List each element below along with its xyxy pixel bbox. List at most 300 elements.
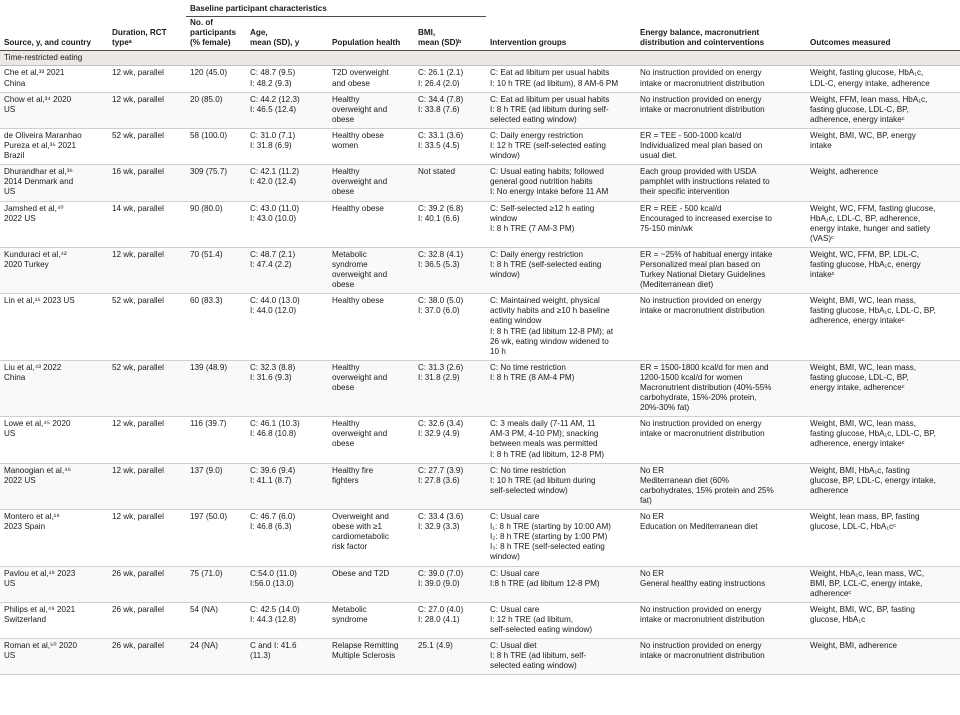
cell-line: Weight, BMI, WC, lean mass, [810,419,916,429]
cell-line: energy intake, adherenceᶜ [810,383,905,392]
column-header-line: Intervention groups [490,38,567,48]
cell-line: carbohydrates, 15% protein and 25% [640,485,774,495]
cell-line: Kunduraci et al,⁴² [4,249,67,259]
cell-line: No instruction provided on energy [640,641,762,651]
baseline-group-header: Baseline participant characteristics [186,0,486,17]
column-header-line: Source, y, and country [4,38,91,48]
table-row [0,360,960,416]
cell-line: Weight, fasting glucose, HbA₁c, [810,68,924,78]
column-header-bmi [414,17,486,51]
cell-line: Healthy [332,94,360,104]
cell-outcomes [806,602,960,638]
cell-age [246,510,328,566]
cell-age [246,639,328,675]
cell-line: Roman et al,⁵⁰ 2020 [4,641,78,651]
cell-population [328,294,414,361]
cell-outcomes [806,66,960,92]
cell-bmi [414,165,486,201]
table-row [0,165,960,201]
cell-source [0,66,108,92]
cell-line: US [4,187,16,197]
cell-line: I: 47.4 (2.2) [250,259,292,269]
cell-line: Jamshed et al,⁴⁰ [4,203,64,213]
cell-line: C: 46.1 (10.3) [250,419,300,429]
cell-line: China [4,372,26,382]
cell-line: Montero et al,¹⁸ [4,512,60,522]
cell-line: 120 (45.0) [190,68,228,78]
cell-line: (Mediterranean diet) [640,280,714,290]
cell-outcomes [806,92,960,128]
column-header-line: Age, [250,28,268,38]
cell-line: Personalized meal plan based on [640,259,761,269]
cell-line: I: 31.6 (9.3) [250,372,292,382]
table-row [0,463,960,509]
cell-line: I: 26.4 (2.0) [418,78,460,88]
cell-line: Metabolic [332,604,367,614]
cell-outcomes [806,247,960,293]
cell-line: Education on Mediterranean diet [640,522,758,532]
cell-energy [636,128,806,164]
cell-line: HbA₁c, LDL-C, BP, adherence, [810,213,921,223]
cell-age [246,463,328,509]
cell-line: 137 (9.0) [190,465,223,475]
cell-line: C: Usual diet [490,641,537,651]
cell-line: 58 (100.0) [190,130,228,140]
cell-line: I: 8 h TRE (8 AM-4 PM) [490,372,575,382]
cell-source [0,639,108,675]
cell-line: I: 33.5 (4.5) [418,141,460,151]
cell-line: 16 wk, parallel [112,167,164,177]
cell-bmi [414,602,486,638]
cell-line: C: 48.7 (2.1) [250,249,296,259]
cell-participants [186,417,246,463]
cell-line: overweight and [332,429,388,439]
cell-line: C: 31.3 (2.6) [418,362,464,372]
column-header-line: Outcomes measured [810,38,891,48]
cell-duration [108,360,186,416]
cell-line: Philips et al,⁴⁹ 2021 [4,604,76,614]
column-header-line: typeᵃ [112,38,132,48]
cell-age [246,92,328,128]
cell-bmi [414,510,486,566]
cell-age [246,360,328,416]
cell-line: I: 10 h TRE (ad libitum), 8 AM-6 PM [490,78,619,88]
cell-population [328,165,414,201]
cell-line: 26 wk, eating window widened to [490,336,609,346]
cell-line: fat) [640,495,652,505]
cell-line: 52 wk, parallel [112,130,164,140]
cell-line: I: 46.5 (12.4) [250,104,297,114]
cell-energy [636,201,806,247]
cell-line: C: 39.6 (9.4) [250,465,296,475]
cell-population [328,92,414,128]
cell-line: 12 wk, parallel [112,94,164,104]
cell-source [0,92,108,128]
cell-bmi [414,92,486,128]
table-row [0,510,960,566]
cell-line: I: 8 h TRE (ad libitum, 12-8 PM) [490,449,605,459]
cell-intervention [486,510,636,566]
cell-line: Healthy [332,419,360,429]
cell-line: C: 27.0 (4.0) [418,604,464,614]
cell-energy [636,639,806,675]
cell-line: I: 8 h TRE (7 AM-3 PM) [490,223,575,233]
cell-line: 26 wk, parallel [112,641,164,651]
cell-line: overweight and [332,177,388,187]
table-header [0,0,960,51]
cell-age [246,66,328,92]
cell-participants [186,294,246,361]
cell-participants [186,66,246,92]
column-header-line: BMI, [418,28,436,38]
cell-line: glucose, BP, LDL-C, energy intake, [810,475,936,485]
cell-age [246,201,328,247]
cell-line: Macronutrient distribution (40%-55% [640,383,772,392]
table-row [0,92,960,128]
cell-line: Not stated [418,167,456,177]
cell-line: Chow et al,³⁴ 2020 [4,94,72,104]
column-header-outcomes [806,17,960,51]
cell-line: C: Usual eating habits; followed [490,167,604,177]
cell-bmi [414,566,486,602]
cell-line: I: 10 h TRE (ad libitum during [490,475,596,485]
cell-line: 139 (48.9) [190,362,228,372]
cell-line: C: Maintained weight, physical [490,296,600,306]
cell-line: syndrome [332,259,368,269]
cell-line: I: 31.8 (2.9) [418,372,460,382]
cell-outcomes [806,128,960,164]
cell-line: Weight, WC, FFM, fasting glucose, [810,203,936,213]
cell-duration [108,639,186,675]
cell-line: ER = 1500-1800 kcal/d for men and [640,362,769,372]
cell-line: BMI, BP, LCL-C, energy intake, [810,578,923,588]
cell-source [0,128,108,164]
cell-line: cardiometabolic [332,532,389,542]
cell-line: C: No time restriction [490,465,566,475]
cell-line: I: 27.8 (3.6) [418,475,460,485]
cell-line: women [332,141,359,151]
cell-bmi [414,639,486,675]
cell-line: obese [332,187,355,197]
cell-line: Switzerland [4,614,46,624]
cell-line: 2014 Denmark and [4,177,74,187]
cell-line: 2023 Spain [4,522,46,532]
section-label: Time-restricted eating [0,51,960,66]
cell-line: I: 36.5 (5.3) [418,259,460,269]
cell-population [328,417,414,463]
cell-line: US [4,104,16,114]
cell-line: C: 42.5 (14.0) [250,604,300,614]
cell-outcomes [806,201,960,247]
cell-line: pamphlet with instructions related to [640,177,770,187]
cell-line: 116 (39.7) [190,419,227,429]
cell-line: (VAS)ᶜ [810,233,834,243]
column-header-population [328,17,414,51]
cell-line: 12 wk, parallel [112,419,164,429]
cell-line: ER = REE - 500 kcal/d [640,203,722,213]
table-body [0,51,960,675]
cell-population [328,128,414,164]
cell-line: 75 (71.0) [190,568,223,578]
cell-duration [108,201,186,247]
cell-line: C: Eat ad libitum per usual habits [490,94,610,104]
cell-line: fasting glucose, LDL-C, BP, [810,104,909,114]
cell-line: I₃: 8 h TRE (self-selected eating [490,542,605,552]
cell-line: intake or macronutrient distribution [640,651,765,661]
cell-line: intake or macronutrient distribution [640,78,765,88]
cell-duration [108,165,186,201]
cell-line: obese [332,114,355,124]
cell-intervention [486,165,636,201]
cell-line: C: 39.0 (7.0) [418,568,464,578]
cell-energy [636,417,806,463]
cell-line: I: 39.0 (9.0) [418,578,460,588]
cell-age [246,165,328,201]
cell-intervention [486,247,636,293]
column-header-intervention [486,17,636,51]
cell-line: I: 42.0 (12.4) [250,177,297,187]
cell-participants [186,639,246,675]
cell-line: adherence, energy intakeᶜ [810,439,905,449]
cell-outcomes [806,639,960,675]
cell-source [0,294,108,361]
column-header-line: Population health [332,38,401,48]
cell-line: I: 8 h TRE (self-selected eating [490,259,602,269]
cell-line: adherence, energy intakeᶜ [810,114,905,124]
cell-age [246,566,328,602]
cell-line: Relapse Remitting [332,641,399,651]
cell-line: I:56.0 (13.0) [250,578,294,588]
cell-line: adherenceᶜ [810,588,852,598]
cell-line: overweight and [332,372,388,382]
cell-line: syndrome [332,614,368,624]
cell-line: window) [490,552,520,562]
cell-line: 60 (83.3) [190,296,223,306]
cell-line: 75-150 min/wk [640,223,693,233]
cell-line: LDL-C, energy intake, adherence [810,78,930,88]
cell-duration [108,417,186,463]
cell-energy [636,602,806,638]
cell-line: window) [490,270,520,280]
cell-line: C: 38.0 (5.0) [418,296,464,306]
cell-line: Weight, BMI, HbA₁c, fasting [810,465,910,475]
cell-line: 14 wk, parallel [112,203,164,213]
cell-age [246,128,328,164]
cell-bmi [414,417,486,463]
cell-line: I₂: 8 h TRE (starting by 1:00 PM) [490,532,608,542]
cell-line: 90 (80.0) [190,203,223,213]
cell-line: China [4,78,26,88]
cell-bmi [414,294,486,361]
cell-participants [186,92,246,128]
cell-bmi [414,128,486,164]
cell-line: Liu et al,⁴³ 2022 [4,362,62,372]
cell-line: I: 37.0 (6.0) [418,306,460,316]
cell-line: No instruction provided on energy [640,68,762,78]
cell-line: No instruction provided on energy [640,296,762,306]
cell-intervention [486,417,636,463]
cell-line: C and I: 41.6 [250,641,297,651]
cell-population [328,566,414,602]
cell-outcomes [806,294,960,361]
cell-line: I: 8 h TRE (ad libitum 12-8 PM); at [490,326,614,336]
table-row [0,66,960,92]
cell-line: C: 32.6 (3.4) [418,419,464,429]
cell-line: C:54.0 (11.0) [250,568,297,578]
cell-line: Weight, HbA₁c, lean mass, WC, [810,568,925,578]
cell-age [246,602,328,638]
table-row [0,602,960,638]
cell-line: glucose, HbA₁c [810,614,866,624]
cell-energy [636,463,806,509]
cell-duration [108,128,186,164]
cell-energy [636,510,806,566]
cell-line: Weight, WC, FFM, BP, LDL-C, [810,249,919,259]
cell-duration [108,294,186,361]
cell-line: intake or macronutrient distribution [640,614,765,624]
cell-line: intake or macronutrient distribution [640,429,765,439]
cell-population [328,247,414,293]
cell-line: T2D overweight [332,68,389,78]
cell-line: 197 (50.0) [190,512,228,522]
cell-duration [108,510,186,566]
column-header-line: No. of [190,18,214,28]
cell-line: adherence, energy intakeᶜ [810,316,905,326]
cell-line: intakeᶜ [810,270,835,280]
cell-line: C: Usual care [490,512,540,522]
cell-line: window) [490,151,520,161]
cell-line: 2020 Turkey [4,259,49,269]
cell-line: energy intake, hunger and satiety [810,223,931,233]
cell-bmi [414,247,486,293]
cell-line: overweight and [332,104,388,114]
cell-outcomes [806,360,960,416]
cell-line: 20 (85.0) [190,94,223,104]
table-row [0,417,960,463]
cell-line: eating window [490,316,542,326]
cell-line: risk factor [332,542,368,552]
cell-line: C: 46.7 (6.0) [250,512,296,522]
cell-line: I:8 h TRE (ad libitum 12-8 PM) [490,578,600,588]
cell-line: Turkey National Dietary Guidelines [640,270,766,280]
cell-line: ER = ~25% of habitual energy intake [640,249,773,259]
cell-line: US [4,429,16,439]
cell-participants [186,360,246,416]
cell-line: I: 41.1 (8.7) [250,475,292,485]
cell-source [0,602,108,638]
table-row [0,247,960,293]
cell-line: C: 43.0 (11.0) [250,203,300,213]
cell-line: Weight, BMI, WC, lean mass, [810,362,916,372]
cell-line: Weight, adherence [810,167,879,177]
cell-intervention [486,66,636,92]
cell-line: C: Usual care [490,604,540,614]
cell-line: fasting glucose, HbA₁c, LDL-C, BP, [810,306,936,316]
cell-line: Weight, BMI, adherence [810,641,898,651]
column-header-duration [108,17,186,51]
column-header-line: Duration, RCT [112,28,167,38]
cell-line: fasting glucose, HbA₁c, LDL-C, BP, [810,429,936,439]
cell-line: AM-3 PM, 4-10 PM); snacking [490,429,599,439]
cell-population [328,639,414,675]
cell-intervention [486,294,636,361]
cell-line: I: 32.9 (4.9) [418,429,460,439]
cell-line: C: 34.4 (7.8) [418,94,464,104]
cell-participants [186,510,246,566]
cell-energy [636,66,806,92]
cell-line: Mediterranean diet (60% [640,475,730,485]
cell-line: C: 44.2 (12.3) [250,94,300,104]
column-header-age [246,17,328,51]
cell-line: intake [810,141,832,151]
cell-line: I: 32.9 (3.3) [418,522,460,532]
cell-energy [636,294,806,361]
cell-line: and obese [332,78,370,88]
cell-line: C: 27.7 (3.9) [418,465,464,475]
cell-line: ER = TEE - 500-1000 kcal/d [640,130,742,140]
cell-line: No instruction provided on energy [640,94,762,104]
cell-line: 309 (75.7) [190,167,228,177]
cell-participants [186,201,246,247]
cell-line: 1200-1500 kcal/d for women [640,372,743,382]
cell-line: Weight, BMI, WC, BP, fasting [810,604,915,614]
cell-line: I: No energy intake before 11 AM [490,187,609,197]
cell-line: Pavlou et al,¹⁹ 2023 [4,568,76,578]
cell-line: activity habits and ≥10 h baseline [490,306,610,316]
cell-population [328,602,414,638]
cell-line: No instruction provided on energy [640,604,762,614]
cell-line: C: Daily energy restriction [490,249,584,259]
cell-line: general good nutrition habits [490,177,593,187]
cell-bmi [414,360,486,416]
cell-line: Dhurandhar et al,³⁶ [4,167,73,177]
cell-line: No ER [640,512,664,522]
cell-line: I: 8 h TRE (ad libitum, self- [490,651,587,661]
cell-intervention [486,463,636,509]
cell-population [328,510,414,566]
cell-line: I: 28.0 (4.1) [418,614,460,624]
cell-duration [108,463,186,509]
cell-line: selected eating window) [490,661,577,671]
cell-line: 2022 US [4,475,36,485]
cell-line: intake or macronutrient distribution [640,104,765,114]
cell-line: Healthy fire [332,465,374,475]
cell-line: 24 (NA) [190,641,218,651]
cell-duration [108,566,186,602]
cell-line: C: 33.4 (3.6) [418,512,464,522]
cell-line: fasting glucose, LDL-C, BP, [810,372,909,382]
cell-line: between meals was permitted [490,439,598,449]
cell-source [0,417,108,463]
cell-participants [186,247,246,293]
column-header-line: participants [190,28,237,38]
table-row [0,294,960,361]
cell-line: I: 33.8 (7.6) [418,104,460,114]
cell-line: I: 43.0 (10.0) [250,213,297,223]
cell-line: C: No time restriction [490,362,566,372]
cell-line: Healthy obese [332,130,384,140]
cell-line: Each group provided with USDA [640,167,757,177]
cell-line: Weight, BMI, WC, BP, energy [810,130,916,140]
cell-bmi [414,201,486,247]
cell-outcomes [806,165,960,201]
cell-line: Healthy obese [332,296,384,306]
column-header-line: mean (SD), y [250,38,300,48]
cell-line: 12 wk, parallel [112,512,164,522]
cell-population [328,360,414,416]
column-header-line: distribution and cointerventions [640,38,765,48]
cell-age [246,247,328,293]
